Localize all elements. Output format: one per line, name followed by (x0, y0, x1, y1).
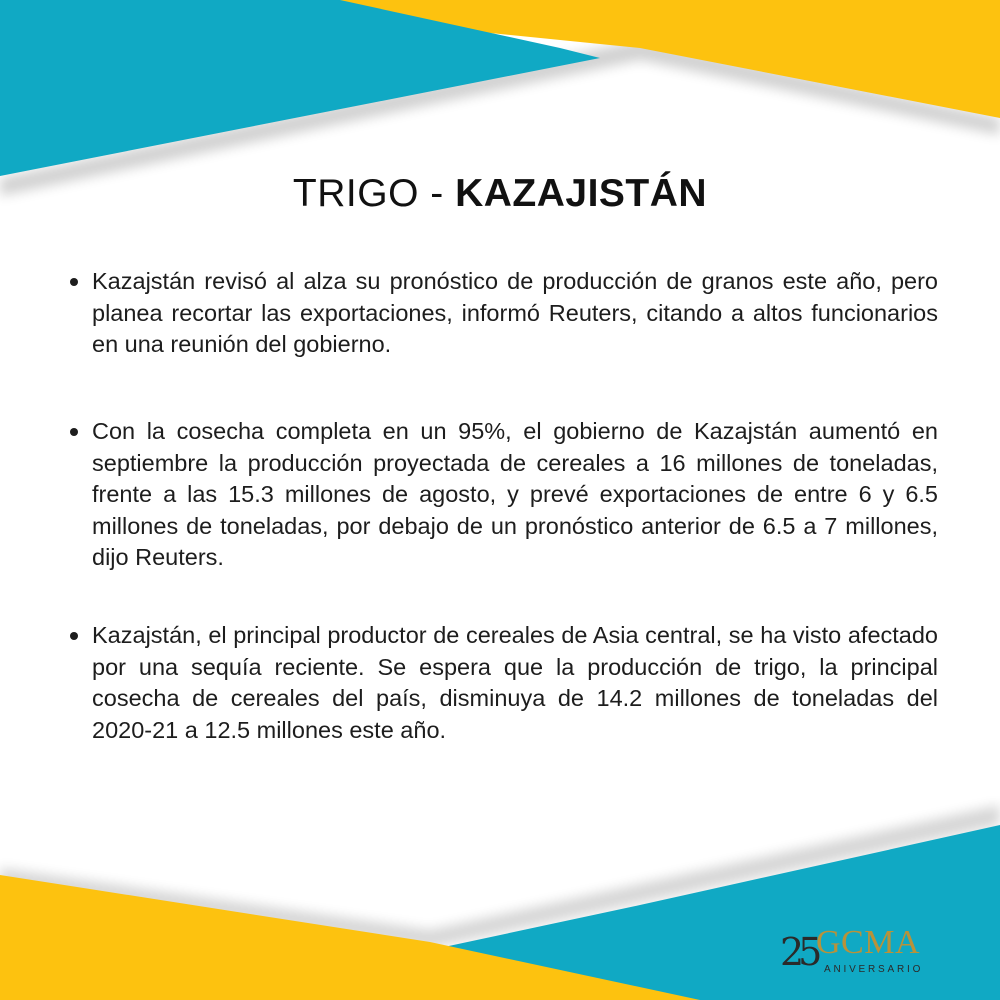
title-country: KAZAJISTÁN (455, 172, 708, 215)
list-item-text: Kazajstán, el principal productor de cereales de Asia central, se ha visto afectado por una sequía reciente. Se espera que la producción de trigo, la principal cosecha de cereales del país, disminuya de 14.2 millones de toneladas del 2020-21 a 12.5 millones este año. (92, 622, 938, 743)
logo-subtitle: ANIVERSARIO (824, 964, 924, 975)
bullet-dot-icon (70, 428, 78, 436)
bullet-dot-icon (70, 632, 78, 640)
list-item (70, 416, 938, 574)
bullet-dot-icon (70, 278, 78, 286)
logo-anniversary-number: 25 (780, 930, 817, 974)
logo-brand-name: GCMA (816, 924, 921, 961)
title-prefix: TRIGO - (292, 172, 456, 215)
list-item-text: Con la cosecha completa en un 95%, el gobierno de Kazajstán aumentó en septiembre la producción proyectada de cereales a 16 millones de toneladas, frente a las 15.3 millones de agosto, y prevé exportaciones de entre 6 y 6.5 millones de toneladas, por debajo de un pronóstico anterior de 6.5 a 7 millones, dijo Reuters. (92, 418, 938, 570)
list-item-text: Kazajstán revisó al alza su pronóstico de producción de granos este año, pero planea recortar las exportaciones, informó Reuters, citando a altos funcionarios en una reunión del gobierno. (92, 268, 938, 357)
list-item (70, 266, 938, 361)
page-title (0, 172, 1000, 216)
list-item (70, 620, 938, 746)
gcma-logo (780, 924, 945, 984)
